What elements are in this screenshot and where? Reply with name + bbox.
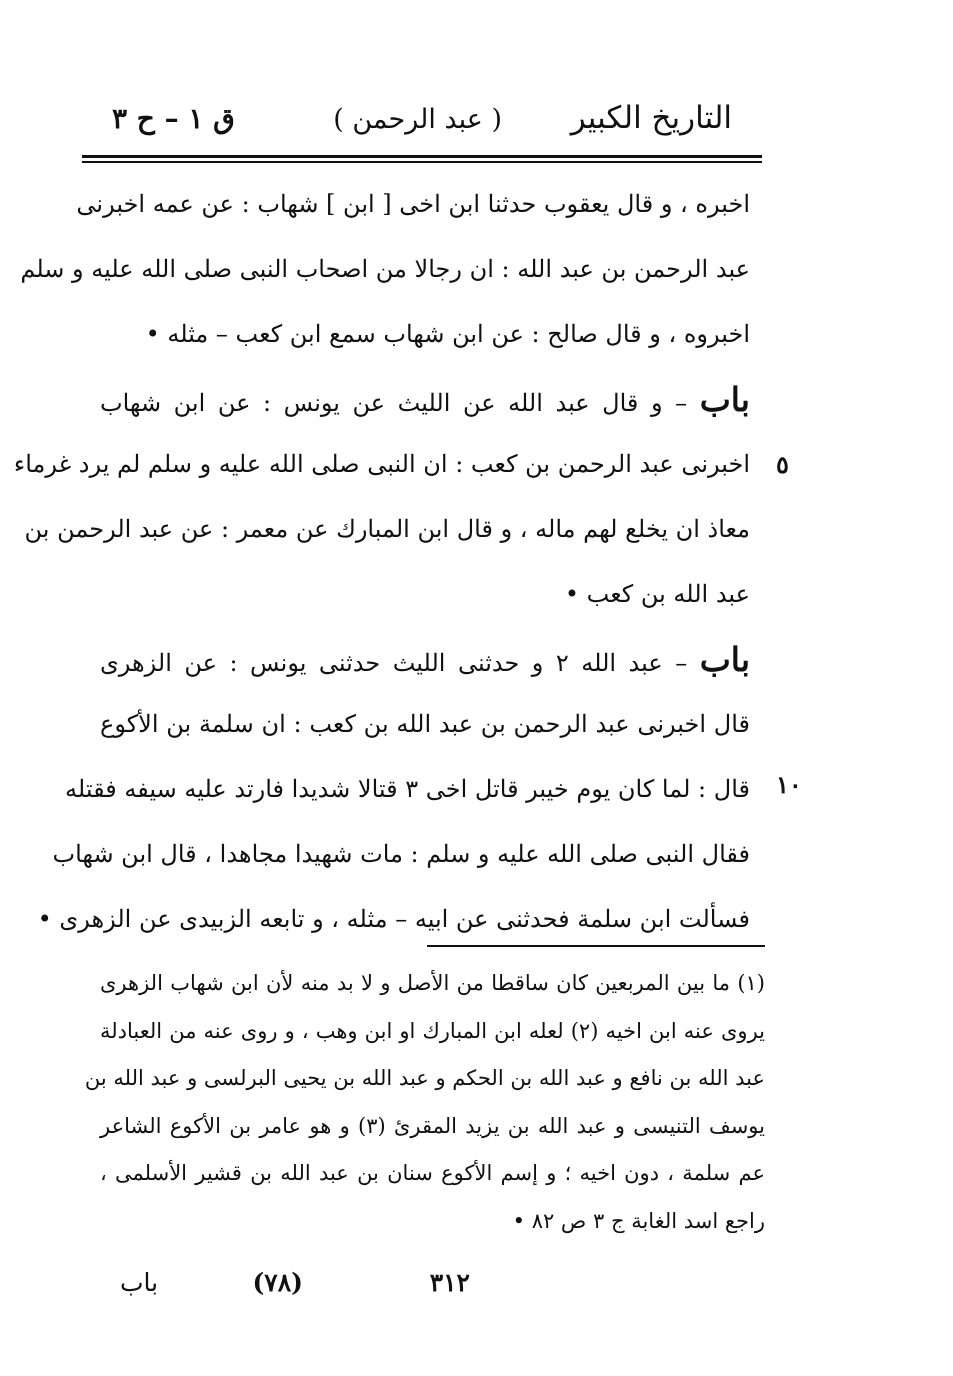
text-line: عبد الرحمن بن عبد الله : ان رجالا من اصحاب النبى صلى الله عليه و سلم <box>20 255 750 283</box>
bab-heading: باب <box>699 380 750 419</box>
text-line: اخبروه ، و قال صالح : عن ابن شهاب سمع ابن كعب – مثله • <box>145 320 750 348</box>
page-number: ٣١٢ <box>429 1268 470 1297</box>
footnotes <box>84 960 766 1245</box>
volume-number: (٧٨) <box>252 1268 303 1297</box>
bab-heading: باب <box>699 640 751 679</box>
text-line: قال اخبرنى عبد الرحمن بن عبد الله بن كعب : ان سلمة بن الأكوع <box>100 710 750 738</box>
volume-reference: ق ١ – ح ٣ <box>112 102 235 135</box>
footnote-line: راجع اسد الغابة ج ٣ ص ٨٢ • <box>512 1208 765 1233</box>
footnote-line: يروى عنه ابن اخيه (٢) لعله ابن المبارك او ابن وهب ، و روى عنه من العبادلة <box>100 1018 766 1043</box>
text-line-bab <box>100 367 750 432</box>
text-line-content: – و قال عبد الله عن الليث عن يونس : عن ابن شهاب <box>100 389 688 417</box>
footnote-line: يوسف التنيسى و عبد الله بن يزيد المقرئ (٣) و هو عامر بن الأكوع الشاعر <box>100 1113 766 1138</box>
main-text <box>13 172 751 952</box>
line-number-5: ٥ <box>776 450 789 479</box>
text-line: معاذ ان يخلع لهم ماله ، و قال ابن المبارك عن معمر : عن عبد الرحمن بن <box>24 515 750 543</box>
text-line: عبد الله بن كعب • <box>564 580 750 608</box>
text-line: فسألت ابن سلمة فحدثنى عن ابيه – مثله ، و تابعه الزبيدى عن الزهرى • <box>37 905 750 933</box>
running-header <box>100 100 740 144</box>
header-rule-thin <box>82 161 762 163</box>
footnote-line: عم سلمة ، دون اخيه ؛ و إسم الأكوع سنان بن عبد الله بن قشير الأسلمى ، <box>100 1161 765 1185</box>
text-line: اخبره ، و قال يعقوب حدثنا ابن اخى [ ابن ] شهاب : عن عمه اخبرنى <box>76 190 750 218</box>
footnote-line: عبد الله بن نافع و عبد الله بن الحكم و عبد الله بن يحيى البرلسى و عبد الله بن <box>84 1066 765 1090</box>
header-rule-thick <box>82 155 762 158</box>
text-line: اخبرنى عبد الرحمن بن كعب : ان النبى صلى الله عليه و سلم لم يرد غرماء <box>13 450 750 478</box>
text-line-content: – عبد الله ٢ و حدثنى الليث حدثنى يونس : عن الزهرى <box>100 649 688 677</box>
text-line: قال : لما كان يوم خيبر قاتل اخى ٣ قتالا شديدا فارتد عليه سيفه فقتله <box>65 775 750 803</box>
line-number-10: ١٠ <box>776 770 802 799</box>
page-footer <box>120 1268 470 1308</box>
text-line-bab <box>100 627 750 692</box>
text-line: فقال النبى صلى الله عليه و سلم : مات شهيدا مجاهدا ، قال ابن شهاب <box>52 840 750 868</box>
catchword: باب <box>120 1268 159 1297</box>
book-title: التاريخ الكبير <box>570 100 732 136</box>
footnote-divider <box>427 945 765 947</box>
footnote-line: (١) ما بين المربعين كان ساقطا من الأصل و لا بد منه لأن ابن شهاب الزهرى <box>100 971 765 995</box>
section-title: ( عبد الرحمن ) <box>333 104 502 135</box>
